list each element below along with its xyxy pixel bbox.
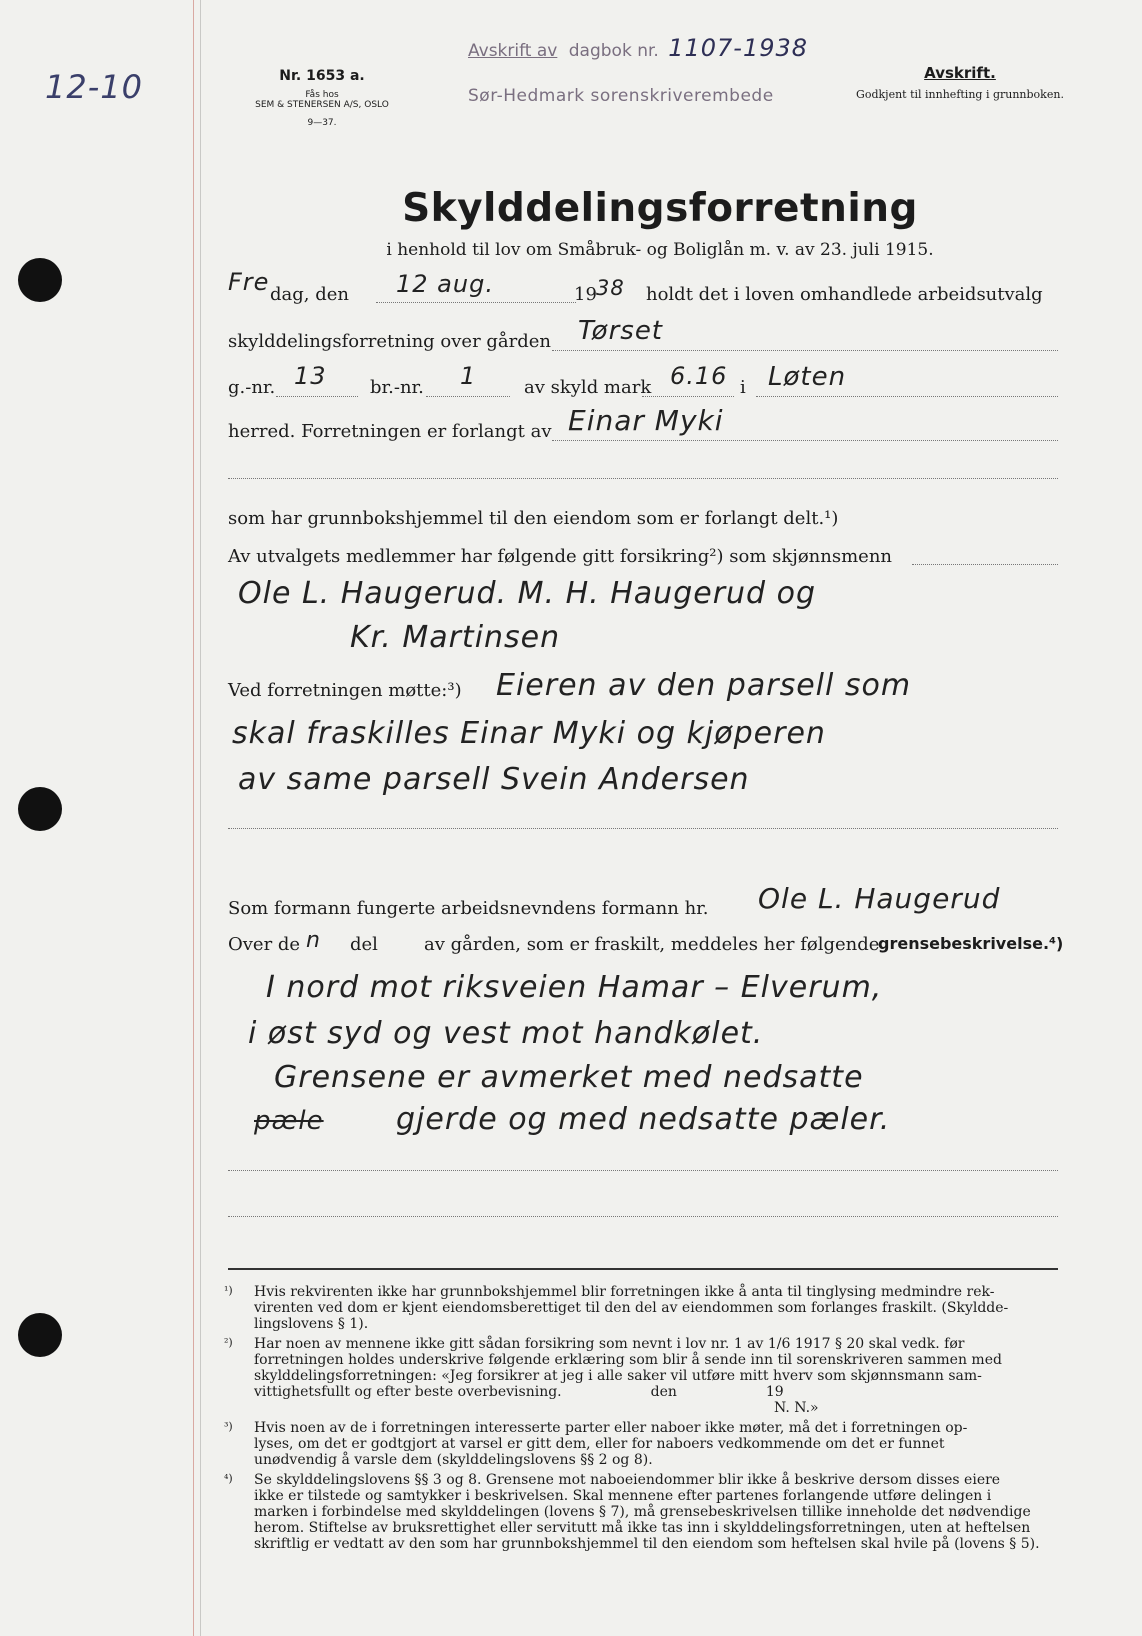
property-line — [228, 362, 1058, 404]
punch-hole — [18, 787, 62, 831]
avskrift-block — [830, 64, 1090, 101]
over-de-label: Over de — [228, 934, 301, 955]
footnote-line: virenten ved dom er kjent eiendomsberettiget til den del av eiendommen som forlanges fraskilt. (Skyldde- — [254, 1300, 1009, 1316]
footnote-line: unødvendig å varsle dem (skylddelingslovens §§ 2 og 8). — [254, 1452, 653, 1468]
dotline — [642, 396, 734, 397]
dotline — [376, 302, 576, 303]
punch-hole — [18, 1313, 62, 1357]
dotline — [552, 440, 1058, 441]
footnote-line: Se skylddelingslovens §§ 3 og 8. Grensene mot naboeiendommer blir ikke å beskrive dersom disses eiere — [254, 1472, 1001, 1488]
footnote-text — [254, 1284, 1064, 1332]
footnote-line: N. N.» — [774, 1400, 819, 1416]
footnote-number: ¹) — [224, 1284, 233, 1297]
grense-struck-word: pæle — [254, 1106, 324, 1136]
skjonnsmenn-line1: Ole L. Haugerud. M. H. Haugerud og — [238, 576, 817, 611]
form-number: Nr. 1653 a. — [279, 68, 365, 84]
footnote-line: lyses, om det er godtgjort at varsel er gitt dem, eller for naboers vedkommende om det er funnet — [254, 1436, 945, 1452]
gnr-label: g.-nr. — [228, 377, 276, 398]
motte-line3: av same parsell Svein Andersen — [238, 762, 750, 797]
page-title: Skylddelingsforretning — [402, 186, 918, 231]
dotline — [756, 396, 1058, 397]
blank-dotline — [228, 478, 1058, 479]
formann-name: Ole L. Haugerud — [758, 882, 1001, 915]
punch-hole — [18, 258, 62, 302]
dotline — [912, 564, 1058, 565]
footnote — [224, 1284, 1064, 1332]
footnote — [224, 1420, 1064, 1468]
grense-intro-line — [228, 928, 1064, 968]
footnote-line: vittighetsfullt og efter beste overbevisning. den 19 — [254, 1384, 784, 1400]
footnote-line: marken i forbindelse med skylddelingen (lovens § 7), må grensebeskrivelsen tillike inneholde det nødvendige — [254, 1504, 1031, 1520]
skyld-value: 6.16 — [670, 362, 728, 390]
footnote-line: Har noen av mennene ikke gitt sådan forsikring som nevnt i lov nr. 1 av 1/6 1917 § 20 skal vedk. før — [254, 1336, 965, 1352]
printer-line2: SEM & STENERSEN A/S, OSLO — [255, 100, 389, 110]
motte-line2: skal fraskilles Einar Myki og kjøperen — [232, 716, 826, 751]
footnote-text — [254, 1420, 1064, 1468]
footnote-number: ²) — [224, 1336, 233, 1349]
grense-intro-rest: av gården, som er fraskilt, meddeles her følgende — [424, 934, 880, 955]
over-de-hand: n — [306, 928, 321, 953]
page-subtitle: i henhold til lov om Småbruk- og Boliglån m. v. av 23. juli 1915. — [386, 240, 934, 260]
avskrift-title: Avskrift. — [924, 64, 996, 82]
margin-line — [193, 0, 194, 1636]
form-header — [222, 68, 422, 128]
stamp-line1 — [468, 34, 808, 62]
year-suffix: 38 — [596, 276, 625, 300]
weekday: Fre — [228, 268, 270, 296]
dotline — [276, 396, 358, 397]
grense-intro-bold: grensebeskrivelse.⁴) — [878, 934, 1064, 953]
avskrift-subtitle: Godkjent til innhefting i grunnboken. — [856, 88, 1064, 101]
formann-label: Som formann fungerte arbeidsnevndens formann hr. — [228, 898, 709, 919]
footnote-text — [254, 1336, 1064, 1416]
footnote-line: herom. Stiftelse av bruksrettighet eller servitutt må ikke tas inn i skylddelingsforretningen, uten at heftelsen — [254, 1520, 1031, 1536]
footnote-number: ⁴) — [224, 1472, 233, 1485]
footnote — [224, 1336, 1064, 1416]
farm-label: skylddelingsforretning over gården — [228, 331, 552, 352]
grense-line2: i øst syd og vest mot handkølet. — [248, 1016, 764, 1051]
brnr-value: 1 — [460, 362, 477, 390]
requester-name: Einar Myki — [568, 404, 724, 437]
date-value: 12 aug. — [396, 270, 494, 298]
footnotes — [224, 1284, 1064, 1552]
motte-label: Ved forretningen møtte:³) — [228, 680, 462, 701]
blank-dotline — [228, 1170, 1058, 1171]
date-line — [228, 268, 1058, 310]
footnote-line: forretningen holdes underskrive følgende erklæring som blir å sende inn til sorenskriveren sammen med — [254, 1352, 1002, 1368]
gnr-value: 13 — [294, 362, 327, 390]
requester-label: herred. Forretningen er forlangt av — [228, 421, 552, 442]
margin-note: 12-10 — [45, 68, 143, 106]
brnr-label: br.-nr. — [370, 377, 424, 398]
grense-line3: Grensene er avmerket med nedsatte — [274, 1060, 864, 1095]
stamp-office: Sør-Hedmark sorenskriverembede — [468, 86, 774, 106]
utvalg-line: Av utvalgets medlemmer har følgende gitt forsikring²) som skjønnsmenn — [228, 546, 893, 567]
dotline — [426, 396, 510, 397]
herred-value: Løten — [768, 362, 847, 392]
farm-name: Tørset — [578, 316, 664, 346]
footnote-text — [254, 1472, 1064, 1552]
grense-line1: I nord mot riksveien Hamar – Elverum, — [266, 970, 883, 1005]
herred-i-label: i — [740, 377, 746, 398]
farm-line — [228, 316, 1058, 358]
skyld-label: av skyld mark — [524, 377, 652, 398]
printer-date: 9—37. — [307, 118, 337, 128]
stamp-dagbok-label: dagbok nr. — [568, 41, 659, 61]
footnote-separator — [228, 1268, 1058, 1270]
footnote-line: skriftlig er vedtatt av den som har grunnbokshjemmel til den eiendom som heftelsen skal hvile på (lovens § 5). — [254, 1536, 1040, 1552]
dagbok-number: 1107-1938 — [668, 34, 809, 62]
blank-dotline — [228, 828, 1058, 829]
skjonnsmenn-line2: Kr. Martinsen — [350, 620, 561, 655]
footnote-line: lingslovens § 1). — [254, 1316, 369, 1332]
grunnbok-line: som har grunnbokshjemmel til den eiendom som er forlangt delt.¹) — [228, 508, 839, 529]
footnote-line: ikke er tilstede og samtykker i beskrivelsen. Skal mennene efter partenes forlangende utføre delingen i — [254, 1488, 992, 1504]
footnote — [224, 1472, 1064, 1552]
grense-line4: gjerde og med nedsatte pæler. — [396, 1102, 891, 1137]
requester-line — [228, 404, 1058, 448]
year-prefix: 19 — [574, 284, 597, 305]
dotline — [552, 350, 1058, 351]
blank-dotline — [228, 1216, 1058, 1217]
del-label: del — [350, 934, 378, 955]
stamp-prefix: Avskrift av — [468, 41, 558, 61]
dag-den-label: dag, den — [270, 284, 349, 305]
footnote-line: skylddelingsforretningen: «Jeg forsikrer at jeg i alle saker vil utføre mitt hverv som skjønnsmann sam- — [254, 1368, 982, 1384]
printer-line1: Fås hos — [305, 90, 339, 100]
footnote-number: ³) — [224, 1420, 233, 1433]
motte-line1: Eieren av den parsell som — [496, 668, 912, 703]
date-line-rest: holdt det i loven omhandlede arbeidsutvalg — [646, 284, 1043, 305]
footnote-line: Hvis rekvirenten ikke har grunnbokshjemmel blir forretningen ikke å anta til tinglysing medmindre rek- — [254, 1284, 995, 1300]
footnote-line: Hvis noen av de i forretningen interesserte parter eller naboer ikke møter, må det i forretningen op- — [254, 1420, 968, 1436]
